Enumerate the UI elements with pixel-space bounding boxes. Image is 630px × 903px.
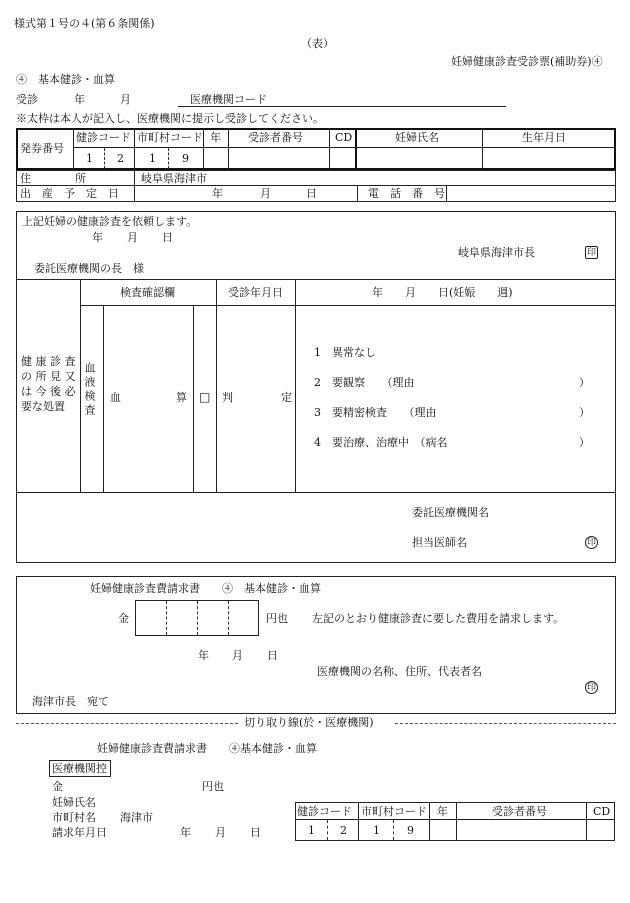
address-value: 岐阜県海津市 — [141, 172, 207, 185]
stub-year-label: 年 — [180, 826, 191, 839]
request-year-label: 年 — [92, 231, 103, 244]
option-number: 2 — [314, 376, 321, 389]
stub-municipality-label: 市町村名 — [52, 811, 96, 824]
blood-count-label-a: 血 — [110, 391, 121, 404]
stub-name-label: 妊婦氏名 — [52, 796, 96, 809]
phone-label: 電 話 番 号 — [368, 187, 445, 200]
invoice-statement: 左記のとおり健康診査に要した費用を請求します。 — [312, 612, 565, 625]
findings-row-label-line: は 今 後 必 — [21, 385, 76, 398]
due-year-label: 年 — [212, 187, 223, 200]
cut-line-left — [16, 723, 238, 724]
doctor-seal: 印 — [586, 538, 596, 548]
option-number: 4 — [314, 436, 321, 449]
mayor-label: 岐阜県海津市長 — [458, 246, 535, 259]
stub-year-header: 年 — [437, 805, 448, 818]
stub-exam-code-header: 健診コード — [297, 805, 352, 818]
invoice-outer-border — [16, 576, 616, 714]
blood-count-checkbox[interactable]: □ — [199, 390, 211, 404]
doctor-label: 担当医師名 — [412, 536, 467, 549]
option-text: 異常なし — [332, 346, 376, 359]
check-column-header: 検査確認欄 — [120, 286, 175, 299]
request-text: 上記妊婦の健康診査を依頼します。 — [22, 215, 198, 228]
cut-line-right — [395, 723, 616, 724]
exam-month-label: 月 — [120, 93, 131, 106]
exam-code-digit: 2 — [117, 152, 124, 165]
item-title: ④ 基本健診・血算 — [16, 73, 115, 86]
stub-day-label: 日 — [250, 826, 261, 839]
stub-exam-code-digit: 2 — [340, 824, 347, 837]
stub-month-label: 月 — [215, 826, 226, 839]
invoice-day-label: 日 — [267, 649, 278, 662]
ticket-title: 妊婦健康診査受診票(補助券)④ — [451, 55, 603, 68]
stub-municipality-value: 海津市 — [120, 811, 153, 824]
invoice-title: 妊婦健康診査費請求書 ④ 基本健診・血算 — [90, 582, 321, 595]
option-text: 要観察 （理由 — [332, 376, 415, 389]
invoice-seal: 印 — [586, 683, 596, 693]
cut-line-label: 切り取り線(於・医療機関) — [244, 716, 374, 729]
examinee-number-header: 受診者番号 — [248, 131, 303, 144]
side-label: （表） — [301, 37, 334, 50]
form-number: 様式第１号の４(第６条関係) — [14, 17, 155, 30]
judgement-label-a: 判 — [222, 391, 233, 404]
request-day-label: 日 — [162, 231, 173, 244]
voucher-number-label: 発券番号 — [20, 142, 64, 155]
mayor-seal: 印 — [586, 248, 596, 258]
stub-municipality-digit: 1 — [373, 824, 380, 837]
instruction-text: ※太枠は本人が記入し、医療機関に提示し受診してください。 — [16, 112, 324, 125]
exam-year-label: 年 — [74, 93, 85, 106]
stub-municipality-digit: 9 — [407, 824, 414, 837]
findings-row-label-line: 健 康 診 査 — [21, 355, 76, 368]
stub-examinee-number-header: 受診者番号 — [492, 805, 547, 818]
clinic-code-label: 医療機関コード — [190, 93, 267, 106]
clinic-name-label: 委託医療機関名 — [412, 506, 489, 519]
due-date-label: 出 産 予 定 日 — [20, 187, 119, 200]
exam-date-header: 受診年月日 — [228, 286, 283, 299]
exam-code-header: 健診コード — [76, 131, 131, 144]
exam-code-digit: 1 — [86, 152, 93, 165]
stub-yen-label: 円也 — [202, 780, 224, 793]
stub-title: 妊婦健康診査費請求書 ④基本健診・血算 — [97, 742, 317, 755]
invoice-month-label: 月 — [232, 649, 243, 662]
option-number: 3 — [314, 406, 321, 419]
findings-row-label-line: 要な処置 — [21, 400, 65, 413]
stub-amount-label: 金 — [52, 780, 63, 793]
exam-label: 受診 — [16, 93, 38, 106]
municipality-digit: 1 — [149, 152, 156, 165]
clinic-code-underline — [178, 106, 506, 107]
request-addressee: 委託医療機関の長 様 — [34, 262, 144, 275]
year-header: 年 — [210, 131, 221, 144]
stub-copy-label: 医療機関控 — [52, 762, 107, 775]
clinic-info-label: 医療機関の名称、住所、代表者名 — [317, 665, 482, 678]
invoice-yen-label: 円也 — [266, 612, 288, 625]
municipality-code-header: 市町村コード — [137, 131, 203, 144]
stub-municipality-code-header: 市町村コード — [361, 805, 427, 818]
invoice-addressee: 海津市長 宛て — [32, 695, 109, 708]
option-number: 1 — [314, 346, 321, 359]
invoice-amount-label: 金 — [118, 612, 129, 625]
findings-row-label-line: の 所 見 又 — [21, 370, 76, 383]
judgement-label-b: 定 — [281, 391, 292, 404]
birth-header: 生年月日 — [522, 131, 566, 144]
option-text: 要精密検査 （理由 — [332, 406, 437, 419]
option-close-paren: ） — [579, 376, 590, 389]
stub-cd-header: CD — [593, 805, 611, 818]
stub-request-date-label: 請求年月日 — [52, 826, 107, 839]
name-header: 妊婦氏名 — [395, 131, 439, 144]
request-month-label: 月 — [127, 231, 138, 244]
pregnancy-date-header: 年 月 日(妊娠 週) — [372, 286, 513, 299]
stub-exam-code-digit: 1 — [308, 824, 315, 837]
invoice-year-label: 年 — [198, 649, 209, 662]
option-text: 要治療、治療中 （病名 — [332, 436, 448, 449]
blood-count-label-b: 算 — [176, 391, 187, 404]
blood-test-label: 血液検査 — [83, 362, 96, 418]
option-close-paren: ） — [579, 436, 590, 449]
due-day-label: 日 — [306, 187, 317, 200]
option-close-paren: ） — [579, 406, 590, 419]
municipality-digit: 9 — [182, 152, 189, 165]
due-month-label: 月 — [260, 187, 271, 200]
address-label: 住 所 — [20, 172, 86, 185]
cd-header: CD — [335, 131, 353, 144]
